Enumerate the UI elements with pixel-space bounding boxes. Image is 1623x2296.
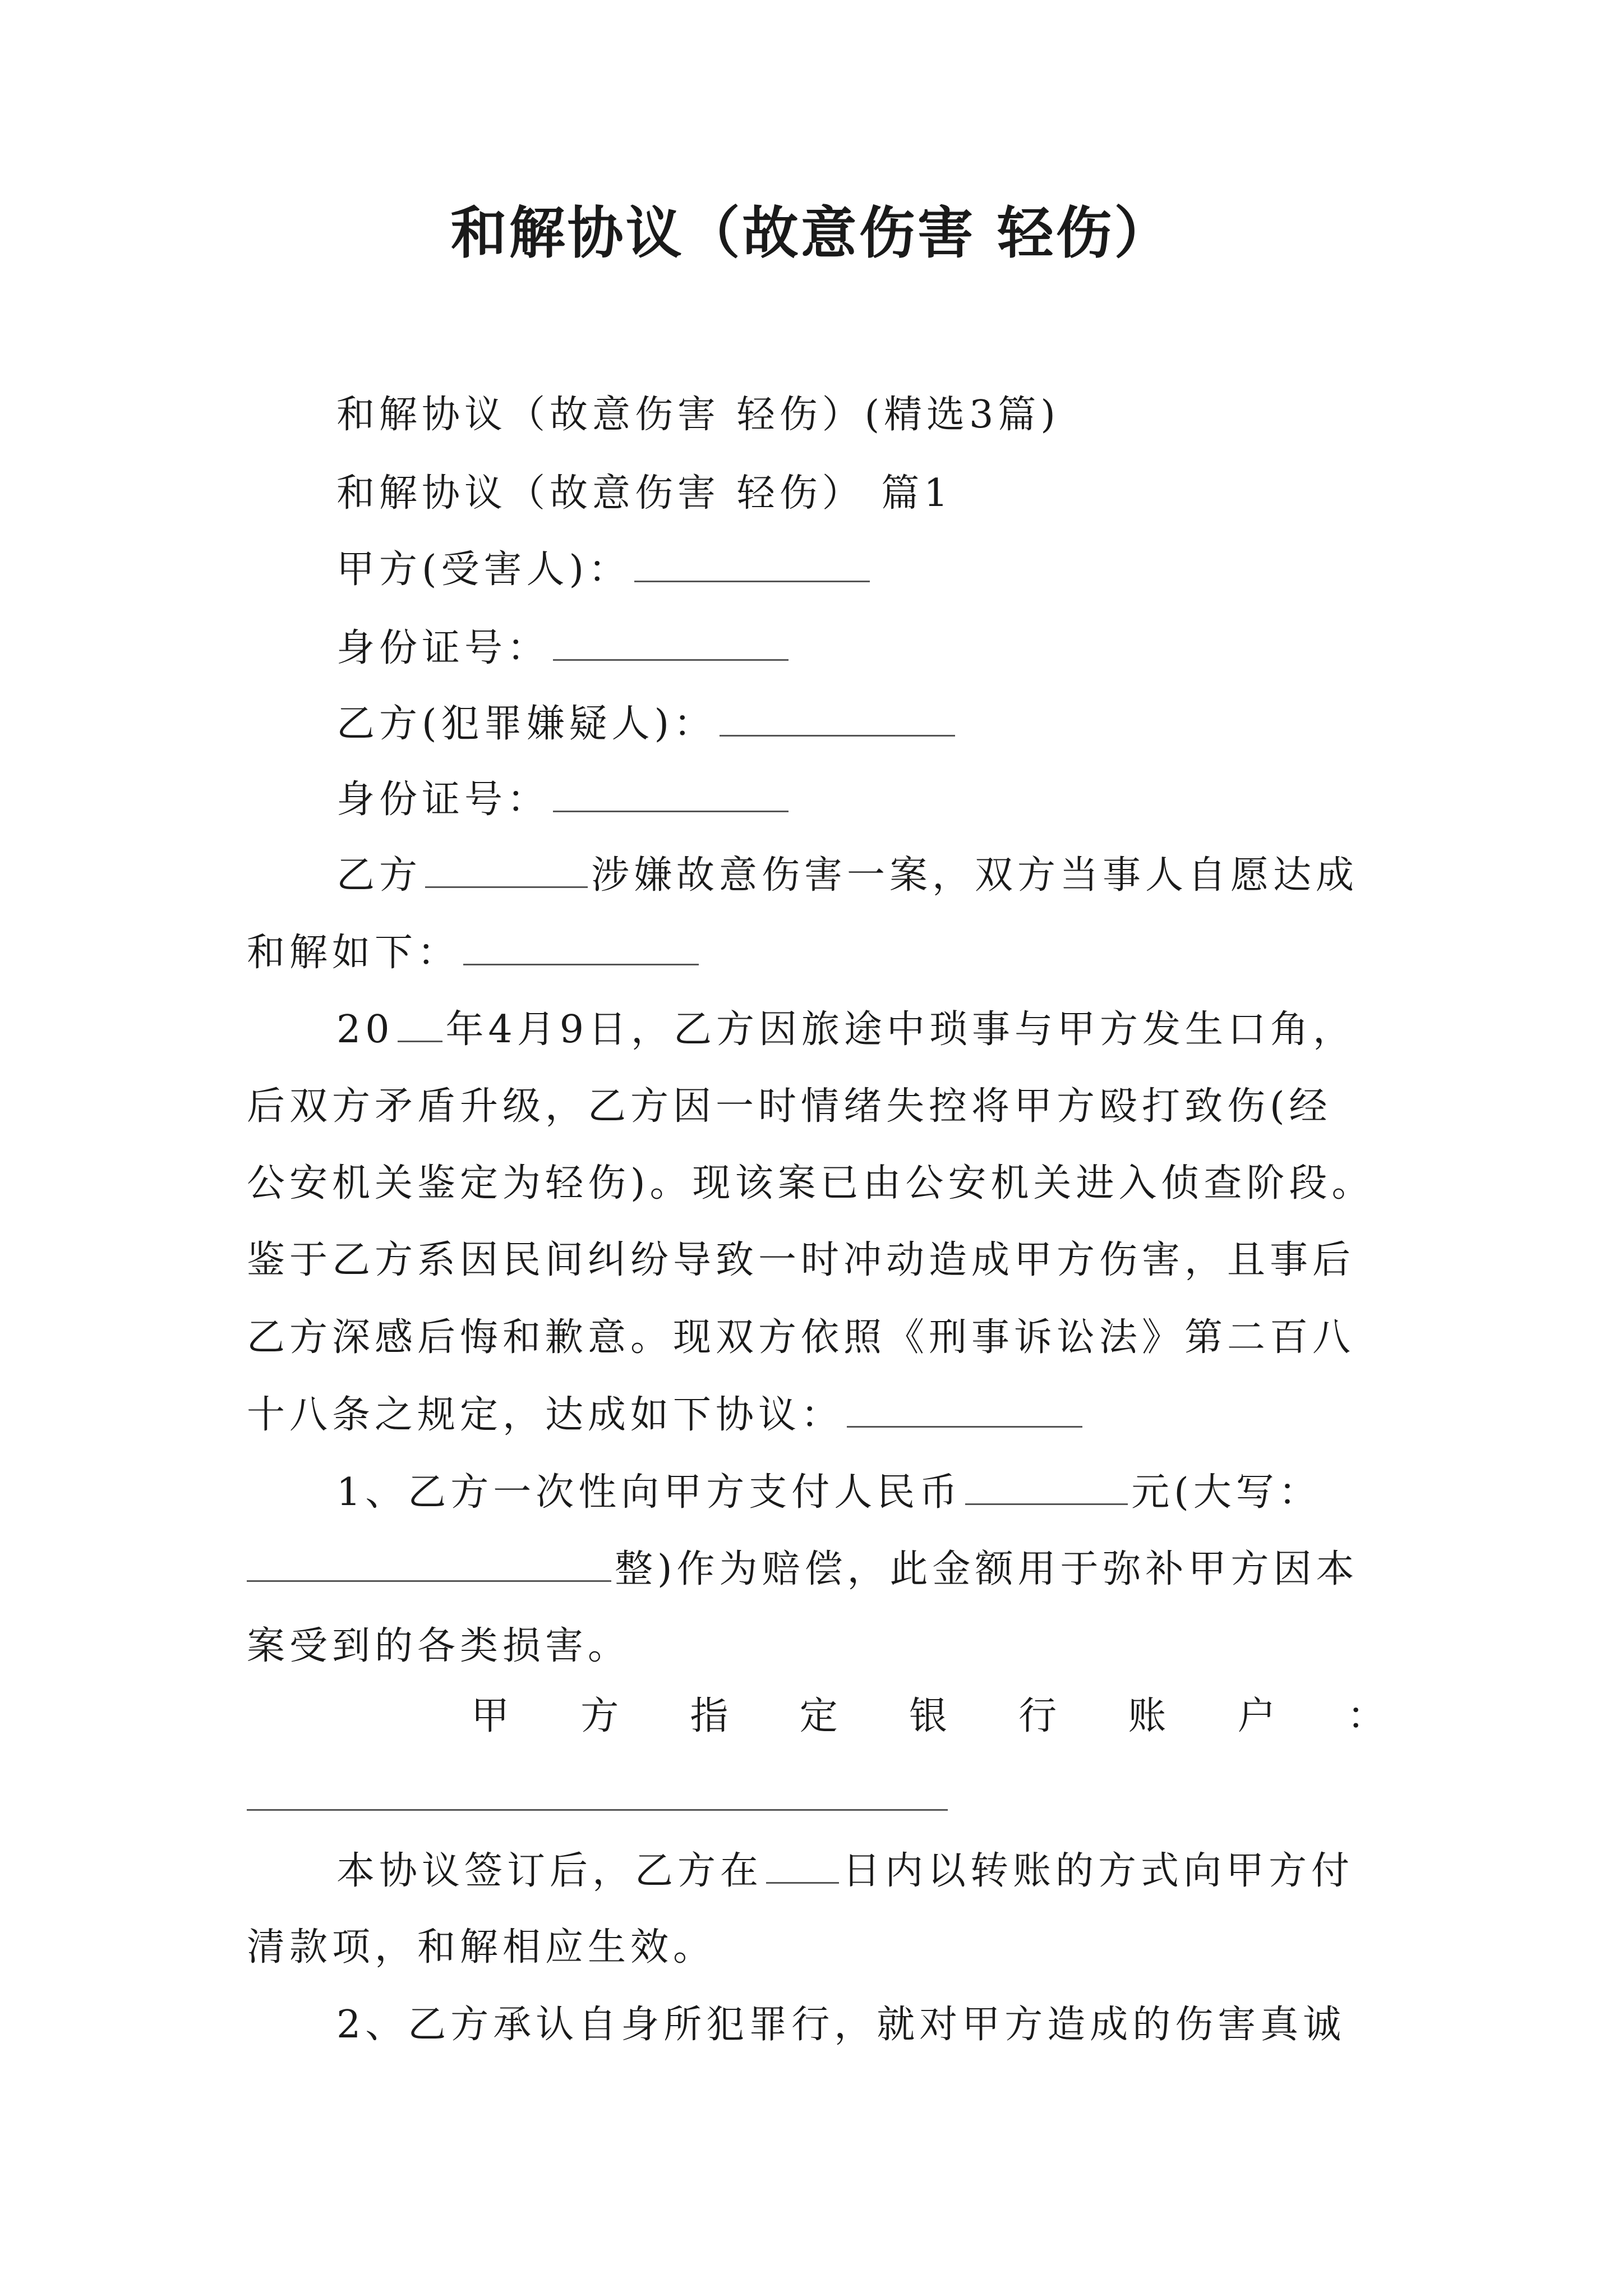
party-b-label: 乙方(犯罪嫌疑人)： [336,702,717,746]
paragraph-line: 公安机关鉴定为轻伤)。现该案已由公安机关进入侦查阶段。 [247,1161,1375,1205]
party-a-id-label: 身份证号： [336,626,550,670]
party-a-blank [634,541,870,582]
paragraph-line [336,1843,1354,1899]
bank-account-label [471,1688,1385,1745]
party-b-id-label: 身份证号： [336,777,550,822]
text-span: 十八条之规定，达成如下协议： [247,1393,844,1437]
amount-blank [965,1464,1128,1505]
text-span: 年4月9日，乙方因旅途中琐事与甲方发生口角， [445,1007,1356,1052]
text-span: 涉嫌故意伤害一案，双方当事人自愿达成 [591,853,1359,898]
party-a-label: 甲方(受害人)： [336,547,631,592]
char: 银 [909,1694,947,1738]
paragraph-line: 2、乙方承认自身所犯罪行，就对甲方造成的伤害真诚 [336,2003,1346,2047]
text-span: 20 [336,1007,394,1052]
char: 定 [799,1694,838,1738]
char: 甲 [471,1694,510,1738]
paragraph-line: 鉴于乙方系因民间纠纷导致一时冲动造成甲方伤害，且事后 [247,1238,1355,1282]
paragraph-line [336,847,1358,904]
paragraph-line [247,1387,1086,1443]
subtitle-line: 和解协议（故意伤害 轻伤）(精选3篇) [336,393,1060,437]
paragraph-line [247,1541,1359,1598]
party-a-id-blank [553,620,789,661]
party-b-id-blank [553,771,789,812]
year-blank [398,1001,442,1042]
char: 户 [1237,1694,1276,1738]
paragraph-line: 清款项，和解相应生效。 [247,1925,716,1970]
settlement-blank [463,924,699,965]
text-span: 整)作为赔偿，此金额用于弥补甲方因本 [615,1547,1359,1591]
char: 账 [1128,1694,1166,1738]
text-span: 乙方 [336,853,422,898]
text-span: 本协议签订后，乙方在 [336,1849,763,1893]
section-heading: 和解协议（故意伤害 轻伤） 篇1 [336,471,953,516]
paragraph-line: 乙方深感后悔和歉意。现双方依照《刑事诉讼法》第二百八 [247,1315,1355,1360]
party-b-id-line [336,771,792,828]
text-span: 1、乙方一次性向甲方支付人民币 [336,1470,962,1515]
paragraph-line: 后双方矛盾升级，乙方因一时情绪失控将甲方殴打致伤(经 [247,1084,1332,1129]
char: 指 [690,1694,728,1738]
char: ： [1347,1694,1385,1738]
document-title: 和解协议（故意伤害 轻伤） [450,200,1173,266]
text-span: 元(大写： [1131,1470,1321,1515]
agreement-blank [847,1387,1082,1428]
amount-words-blank [247,1541,611,1582]
text-span: 日内以转账的方式向甲方付 [842,1849,1354,1893]
party-a-id-line [336,620,792,677]
paragraph-line [336,1464,1321,1521]
paragraph-line: 案受到的各类损害。 [247,1624,631,1668]
char: 方 [580,1694,619,1738]
bank-account-blank [247,1809,948,1811]
party-b-line [336,696,958,752]
text-span: 和解如下： [247,931,460,975]
party-b-blank [720,696,955,737]
days-blank [766,1843,839,1884]
name-blank [425,847,588,888]
char: 行 [1018,1694,1057,1738]
paragraph-line [247,924,702,981]
party-a-line [336,541,873,598]
paragraph-line [336,1001,1355,1058]
